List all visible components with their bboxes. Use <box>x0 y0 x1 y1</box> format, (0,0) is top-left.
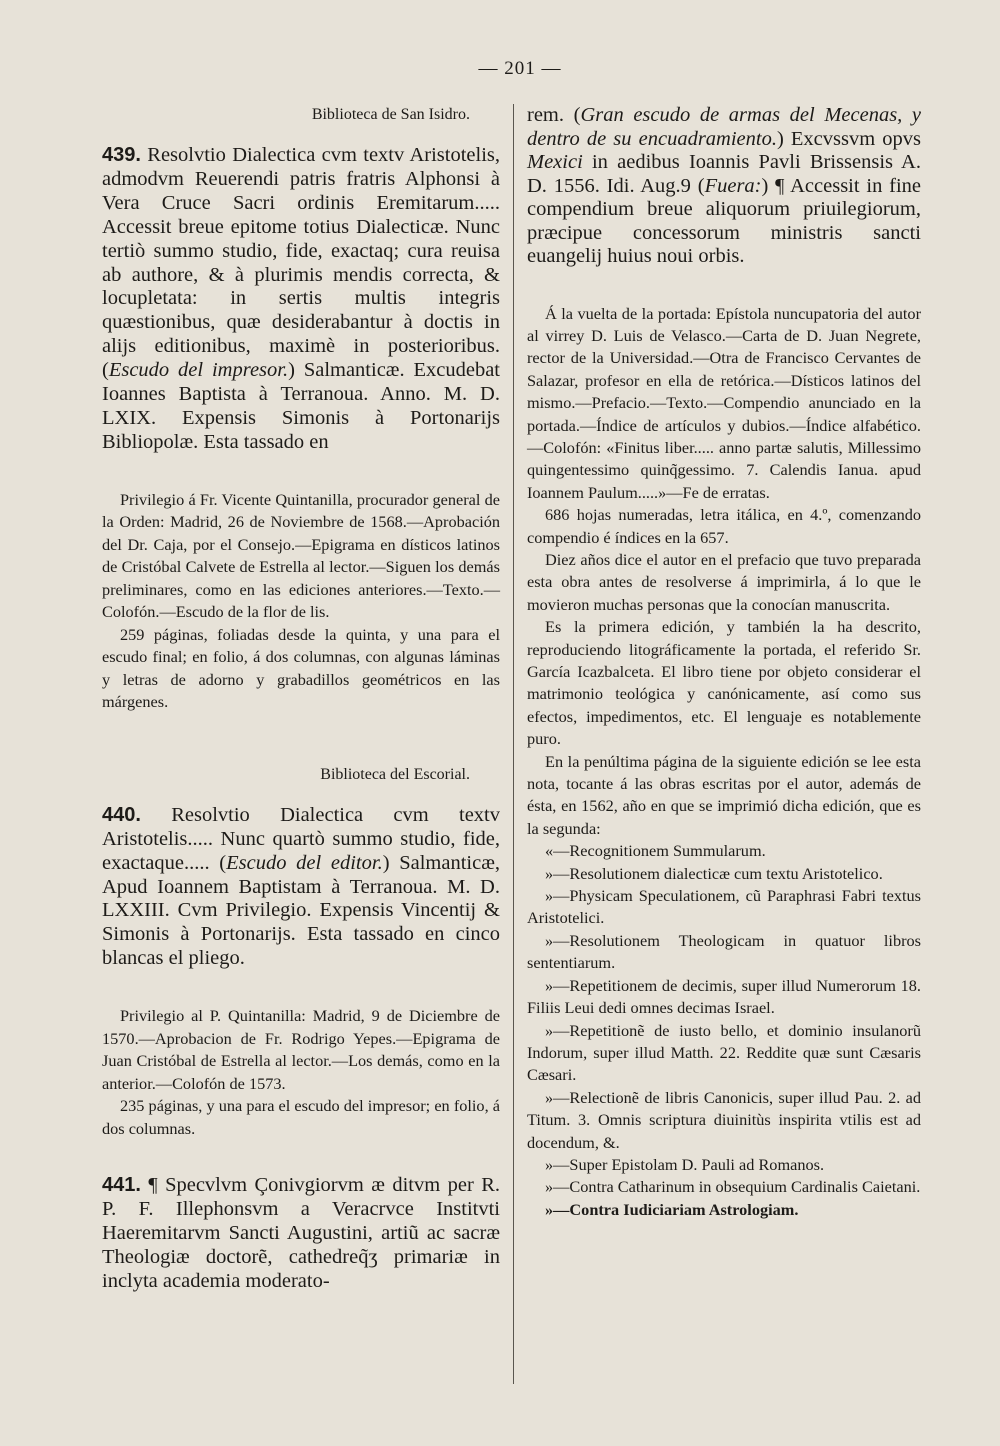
note-paragraph: Á la vuelta de la portada: Epístola nuncupatoria del autor al virrey D. Luis de Velasco.—Carta de D. Juan Negrete, rector de la Universidad.—Otra de Francisco Cervantes de Salazar, profesor en ella de retórica.—Dísticos latinos del mismo.—Prefacio.—Texto.—Compendio anunciado en la portada.—Índice de artículos y dubios.—Índice alfabético.—Colofón: «Finitus liber..... anno partæ salutis, Millessimo quingentessimo quinq̃gessimo. 7. Calendis Ianua. apud Ioannem Paulum.....»—Fe de erratas. <box>527 303 921 502</box>
works-list-item: »—Repetitionẽ de iusto bello, et dominio insulanorũ Indorum, super illud Matth. 22. Reddite quæ sunt Cæsaris Cæsari. <box>527 1020 921 1085</box>
spacer <box>102 971 500 1005</box>
note-439 <box>102 489 500 714</box>
note-paragraph: En la penúltima página de la siguiente edición se lee esta nota, tocante á las obras escritas por el autor, además de ésta, en 1562, año en que se imprimió dicha edición, que es la segunda: <box>527 751 921 838</box>
entry-text: Resolvtio Dialectica cvm textv Aristotelis, admodvm Reuerendi patris fratris Alphonsi à Vera Cruce Sacri ordinis Eremitarum..... Accessit breue epitome totius Dialecticæ. Nunc tertiò summo studio, fide, exactaq; cura reuisa ab authore, & à plurimis mendis correcta, & locupletata: in sertis multis integris quæstionibus, quæ desiderabantur à doctis in alijs editionibus, maximè in posterioribus. ( <box>102 144 500 382</box>
works-list-item: »—Resolutionem dialecticæ cum textu Aristotelico. <box>545 863 883 883</box>
spacer <box>527 269 921 303</box>
entry-440 <box>102 804 500 971</box>
entry-441-continuation <box>527 104 921 269</box>
library-heading-san-isidro: Biblioteca de San Isidro. <box>311 106 470 123</box>
note-paragraph: Privilegio á Fr. Vicente Quintanilla, procurador general de la Orden: Madrid, 26 de Noviembre de 1568.—Aprobación del Dr. Caja, por el Consejo.—Epigrama en dísticos latinos de Cristóbal Calvete de Estrella al lector.—Siguen los demás preliminares, como en las ediciones anteriores.—Texto.—Colofón.—Escudo de la flor de lis. <box>102 489 500 622</box>
note-441 <box>527 303 921 1222</box>
column-divider <box>513 104 514 1384</box>
note-paragraph: 259 páginas, foliadas desde la quinta, y una para el escudo final; en folio, á dos columnas, con algunas láminas y letras de adorno y grabadillos geométricos en las márgenes. <box>102 624 500 712</box>
entry-italic: Fuera: <box>704 174 762 197</box>
left-column <box>102 104 500 1294</box>
works-list-item: »—Contra Iudiciariam Astrologiam. <box>545 1199 799 1219</box>
entry-text: Resolvtio Dialectica cvm textv Aristotelis..... Nunc quartò summo studio, fide, exactaque..... ( <box>102 803 500 874</box>
note-paragraph: Es la primera edición, y también la ha descrito, reproduciendo litográficamente la portada, el referido Sr. García Icazbalceta. El libro tiene por objeto considerar el matrimonio teológica y canónicamente, así como sus efectos, impedimentos, etc. El lenguaje es notablemente puro. <box>527 617 921 749</box>
spacer <box>102 455 500 489</box>
works-list-item: »—Relectionẽ de libris Canonicis, super illud Pau. 2. ad Titum. 3. Omnis scriptura diuinitùs inspirita vtilis est ad docendum, &. <box>527 1087 921 1152</box>
entry-number: 440. <box>102 803 141 826</box>
entry-text: rem. ( <box>527 104 581 126</box>
spacer <box>102 714 500 764</box>
entry-text: ) ¶ Accessit in fine compendium breue aliquorum priuilegiorum, præcipue concessorum ministris sancti euangelij huius noui orbis. <box>527 174 922 267</box>
entry-italic: Gran escudo de armas del Mecenas, y dentro de su encuadramiento. <box>527 104 922 150</box>
entry-italic: Escudo del impresor. <box>108 359 289 382</box>
note-paragraph: 235 páginas, y una para el escudo del impresor; en folio, á dos columnas. <box>102 1096 500 1138</box>
spacer <box>102 1140 500 1174</box>
entry-number: 439. <box>102 144 141 166</box>
entry-text: ) Salmanticæ, Apud Ioannem Baptistam à Terranoua. M. D. LXXIII. Cvm Privilegio. Expensis Vincentij & Simonis à Portonarijs. Esta tassado en cinco blancas el pliego. <box>102 851 500 970</box>
entry-439 <box>102 144 500 455</box>
note-paragraph: Privilegio al P. Quintanilla: Madrid, 9 de Diciembre de 1570.—Aprobacion de Fr. Rodrigo Yepes.—Epigrama de Juan Cristóbal de Estrella al lector.—Los demás, como en la anterior.—Colofón de 1573. <box>102 1006 500 1093</box>
entry-italic: Mexici <box>527 151 583 173</box>
note-440 <box>102 1005 500 1140</box>
right-column <box>527 104 921 1221</box>
works-list-item: «—Recognitionem Summularum. <box>545 841 766 861</box>
library-heading-escorial: Biblioteca del Escorial. <box>320 765 470 783</box>
works-list-item: »—Resolutionem Theologicam in quatuor libros sententiarum. <box>527 930 921 973</box>
note-paragraph: 686 hojas numeradas, letra itálica, en 4.º, comenzando compendio é índices en la 657. <box>527 505 921 547</box>
works-list-item: »—Repetitionem de decimis, super illud Numerorum 18. Filiis Leui dedi omnes decimas Israel. <box>527 975 921 1018</box>
entry-italic: Escudo del editor. <box>226 851 383 874</box>
entry-text: in aedibus Ioannis Pavli Brissensis A. D. 1556. Idi. Aug.9 ( <box>527 151 921 197</box>
entry-text: ¶ Specvlvm Çonivgiorvm æ ditvm per R. P. F. Illephonsvm a Veracrvce Institvti Haeremitarvm Sancti Augustini, artiũ ac sacræ Theologiæ doctorẽ, cathedreq̃ʒ primariæ in inclyta academia moderato- <box>102 1174 500 1292</box>
entry-441 <box>102 1174 500 1294</box>
works-list-item: »—Contra Catharinum in obsequium Cardinalis Caietani. <box>545 1177 921 1197</box>
works-list-item: »—Physicam Speculationem, cũ Paraphrasi Fabri textus Aristotelici. <box>527 886 921 928</box>
entry-number: 441. <box>102 1174 141 1197</box>
note-paragraph: Diez años dice el autor en el prefacio que tuvo preparada esta obra antes de resolverse á imprimirla, á lo que le movieron muchas personas que la conocían manuscrita. <box>527 549 921 614</box>
entry-text: ) Excvssvm opvs <box>776 127 922 150</box>
page-number: — 201 — <box>478 58 562 79</box>
works-list-item: »—Super Epistolam D. Pauli ad Romanos. <box>545 1154 825 1174</box>
entry-text: ) Salmanticæ. Excudebat Ioannes Baptista à Terranoua. Anno. M. D. LXIX. Expensis Simonis à Portonarijs Bibliopolæ. Esta tassado en <box>102 359 500 453</box>
